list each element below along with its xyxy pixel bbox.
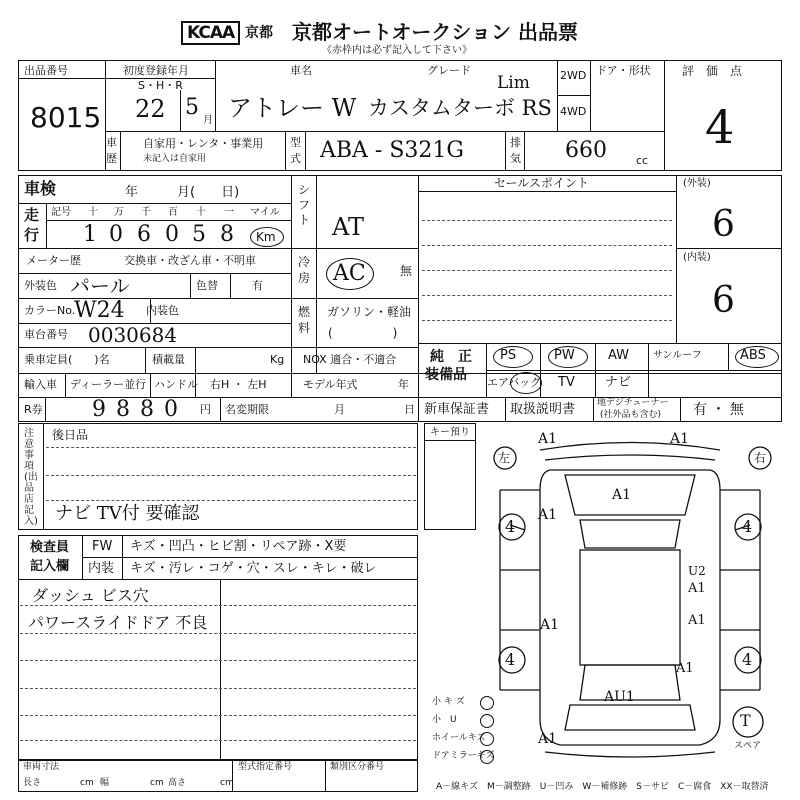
reg-month-unit: 月 <box>203 115 213 126</box>
mileage-unit-3: 千 <box>141 207 151 218</box>
mileage-km: Km <box>256 230 276 244</box>
new-warranty: 新車保証書 <box>424 402 490 417</box>
reg-year: 22 <box>135 95 166 123</box>
equip-ps: PS <box>500 348 517 363</box>
shaken-fields: 年 月( 日) <box>125 185 240 200</box>
door-label: ドア・形状 <box>596 64 651 77</box>
color-no-label: カラーNo. <box>24 304 76 317</box>
meter-options: 交換車・改ざん車・不明車 <box>124 254 256 267</box>
int-grade-label: (内装) <box>683 252 711 263</box>
diagram-right-label: 右 <box>754 451 767 465</box>
rating-value: 4 <box>705 100 735 154</box>
legend-circle-4 <box>480 750 494 764</box>
grade-value: カスタムターボ RS <box>368 96 552 120</box>
reg-era: S・H・R <box>138 79 183 92</box>
damage-mark-12: A1 <box>676 661 694 676</box>
inspector-label-1: 検査員 <box>30 540 70 555</box>
equipment-label-2: 装備品 <box>425 367 467 383</box>
kcaa-logo: KCAA <box>181 21 240 45</box>
lot-label: 出品番号 <box>24 64 68 77</box>
damage-mark-2: A1 <box>670 431 690 447</box>
size-length: 長さ <box>23 778 42 788</box>
reg-month: 5 <box>185 95 199 120</box>
mileage-digit-3: 6 <box>137 222 151 247</box>
size-unit-3: cm <box>220 778 234 788</box>
mileage-digit-4: 0 <box>165 222 179 247</box>
damage-mark-4: A1 <box>538 507 558 523</box>
interior-label: 内装 <box>88 561 115 576</box>
equip-abs: ABS <box>740 348 766 363</box>
drive-4wd: 4WD <box>560 105 587 118</box>
load-unit: Kg <box>270 353 285 366</box>
ext-grade-label: (外装) <box>683 178 711 189</box>
mileage-digit-5: 5 <box>192 222 206 247</box>
type-no-label: 型式指定番号 <box>238 762 293 772</box>
fw-items: キズ・凹凸・ヒビ割・リペア跡・X要 <box>130 539 347 554</box>
color-change-label: 色替 <box>196 279 218 292</box>
cc-label-2: 気 <box>510 152 521 165</box>
diagram-left-label: 左 <box>498 451 511 465</box>
r-unit: 円 <box>200 403 211 416</box>
ext-color-value: パール <box>70 274 130 298</box>
ext-color-label: 外装色 <box>24 279 57 292</box>
equip-sunroof: サンルーフ <box>653 350 702 361</box>
r-label: R券 <box>24 403 43 416</box>
damage-mark-13: 4 <box>742 650 753 669</box>
mileage-unit-1: 十 <box>88 207 98 218</box>
legend-bottom: A－線キズ M－調整跡 U－凹み W－補修跡 S－サビ C－腐食 XX－取替済 <box>436 782 769 792</box>
legend-wheel: ホイールキズ <box>432 733 486 743</box>
import-label: 輸入車 <box>24 378 57 391</box>
ext-grade-value: 6 <box>712 204 735 245</box>
header-note: 《赤枠内は必ず記入して下さい》 <box>322 45 472 56</box>
drive-2wd: 2WD <box>560 69 587 82</box>
tuner-note: (社外品も含む) <box>600 410 662 420</box>
meter-label: メーター歴 <box>26 254 81 267</box>
size-height: 高さ <box>168 778 187 788</box>
tuner-value: 有 ・ 無 <box>693 402 744 418</box>
ac-value: AC <box>333 261 366 286</box>
ac-label: 冷房 <box>298 255 311 285</box>
size-unit-1: cm <box>80 778 94 788</box>
grade-label: グレード <box>427 64 471 77</box>
car-name-value: アトレー W <box>228 94 357 122</box>
vehicle-use: 自家用・レンタ・事業用 <box>143 137 264 150</box>
load-label: 積載量 <box>152 353 185 366</box>
later-date-label: 後日品 <box>52 428 89 442</box>
key-label: キー預り <box>430 427 470 438</box>
mileage-digit-1: 1 <box>83 222 97 247</box>
tuner-label: 地デジチューナー <box>597 398 669 408</box>
size-label: 車両寸法 <box>23 762 60 772</box>
r-value: 9880 <box>92 397 188 422</box>
legend-circle-3 <box>480 732 494 746</box>
class-no-label: 類別区分番号 <box>330 762 385 772</box>
mileage-sub: 記号 <box>51 207 71 218</box>
equip-navi: ナビ <box>605 375 632 390</box>
use-label-2: 歴 <box>106 152 117 165</box>
fw-label: FW <box>92 539 113 554</box>
mileage-unit-2: 万 <box>114 207 124 218</box>
fuel-options: ガソリン・軽油 <box>327 305 412 319</box>
fuel-paren: ( ) <box>328 326 398 340</box>
mileage-digit-2: 0 <box>109 222 123 247</box>
legend-small-dent: 小 U <box>432 715 457 725</box>
fuel-label: 燃料 <box>298 305 311 335</box>
model-label-2: 式 <box>290 152 301 165</box>
color-no-value: W24 <box>74 298 125 323</box>
damage-mark-11: 4 <box>505 650 516 669</box>
handle-options: 右H ・ 左H <box>210 378 267 391</box>
damage-mark-10: A1 <box>688 613 706 628</box>
color-change-value: 有 <box>252 279 263 292</box>
equip-tv: TV <box>558 375 575 390</box>
grade-extra: Lim <box>497 73 530 93</box>
notes-side-label: 注意事項(出品店記入) <box>24 428 38 527</box>
mileage-label-1: 走 <box>24 206 40 224</box>
mileage-unit-6: 一 <box>224 207 234 218</box>
chassis-label: 車台番号 <box>24 328 68 341</box>
damage-mark-7: U2 <box>688 564 706 578</box>
mileage-unit-4: 百 <box>168 207 178 218</box>
equip-airbag: エアバッグ <box>487 376 542 389</box>
legend-circle-2 <box>480 714 494 728</box>
int-grade-value: 6 <box>712 280 735 321</box>
logo-sub: 京都 <box>245 25 273 41</box>
remark-2: パワースライドドア 不良 <box>28 613 208 632</box>
shaken-label: 車検 <box>24 179 57 198</box>
page-title: 京都オートオークション 出品票 <box>292 20 578 44</box>
cc-label-1: 排 <box>510 136 521 149</box>
car-name-label: 車名 <box>290 64 312 77</box>
expire-label: 名変期限 <box>225 403 269 416</box>
legend-small-scratch: 小 キ ズ <box>432 697 465 707</box>
remark-1: ダッシュ ビス穴 <box>32 586 149 605</box>
inspector-label-2: 記入欄 <box>30 559 70 574</box>
reg-label: 初度登録年月 <box>123 64 189 77</box>
handle-label: ハンドル <box>154 378 198 391</box>
cc-unit: cc <box>636 154 649 167</box>
import-options: ディーラー並行 <box>70 378 147 391</box>
damage-mark-3: A1 <box>612 487 632 503</box>
equip-pw: PW <box>554 348 575 363</box>
mileage-mile: マイル <box>250 207 280 218</box>
expire-day: 日 <box>404 403 415 416</box>
damage-mark-15: A1 <box>538 731 558 747</box>
mileage-label-2: 行 <box>24 226 40 244</box>
spare-label: スペア <box>734 741 762 751</box>
interior-items: キズ・汚レ・コゲ・穴・スレ・キレ・破レ <box>130 561 377 576</box>
legend-circle-1 <box>480 696 494 710</box>
lot-value: 8015 <box>30 101 102 134</box>
damage-mark-8: A1 <box>688 581 706 596</box>
rating-label: 評 価 点 <box>682 64 743 78</box>
cc-value: 660 <box>565 138 607 163</box>
model-value: ABA - S321G <box>320 138 464 163</box>
spare-value: T <box>740 711 751 730</box>
model-year-unit: 年 <box>398 378 409 391</box>
equipment-label-1: 純 正 <box>430 349 472 365</box>
size-unit-2: cm <box>150 778 164 788</box>
mileage-unit-5: 十 <box>196 207 206 218</box>
damage-mark-5: 4 <box>505 517 516 536</box>
size-width: 幅 <box>100 778 110 788</box>
vehicle-use-note: 未記入は自家用 <box>143 154 207 164</box>
use-label-1: 車 <box>106 136 117 149</box>
model-label-1: 型 <box>290 136 301 149</box>
shift-value: AT <box>332 213 365 241</box>
capacity-label: 乗車定員( )名 <box>24 353 110 366</box>
note-value: ナビ TV付 要確認 <box>55 503 200 524</box>
damage-mark-14: AU1 <box>604 689 635 705</box>
damage-mark-9: A1 <box>540 617 560 633</box>
model-year-label: モデル年式 <box>303 378 358 391</box>
damage-mark-1: A1 <box>538 431 558 447</box>
manual: 取扱説明書 <box>510 402 576 417</box>
nox-label: NOX 適合・不適合 <box>303 353 397 366</box>
expire-month: 月 <box>334 403 345 416</box>
int-color-label: 内装色 <box>146 304 179 317</box>
sales-point-label: セールスポイント <box>494 176 589 190</box>
shift-label: シフト <box>298 183 311 227</box>
chassis-value: 0030684 <box>88 323 178 347</box>
equip-aw: AW <box>608 348 630 363</box>
mileage-digit-6: 8 <box>220 222 234 247</box>
ac-none: 無 <box>400 264 413 278</box>
legend-mirror: ドアミラーキズ <box>432 751 495 761</box>
damage-mark-6: 4 <box>742 517 753 536</box>
